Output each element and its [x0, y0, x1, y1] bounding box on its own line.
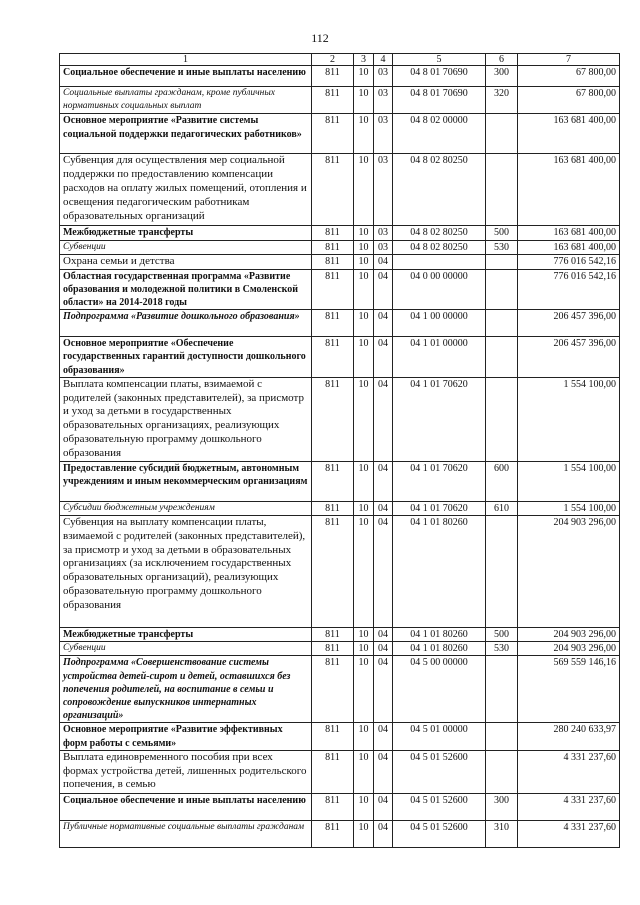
row-section-cell: 10 [354, 516, 374, 628]
table-row [60, 628, 620, 642]
row-subsection-cell: 04 [374, 254, 393, 269]
row-subsection-cell: 03 [374, 66, 393, 87]
table-row [60, 377, 620, 461]
row-subsection-cell: 03 [374, 240, 393, 254]
row-name-cell: Межбюджетные трансферты [60, 226, 312, 240]
row-expense-type-cell [486, 750, 518, 793]
row-expense-type-cell: 600 [486, 461, 518, 501]
row-name-cell: Субвенции [60, 240, 312, 254]
table-row [60, 226, 620, 240]
row-name-cell: Областная государственная программа «Развитие образования и молодежной политики в Смоленской области» на 2014-2018 годы [60, 269, 312, 310]
row-target-article-cell: 04 8 02 80250 [393, 154, 486, 226]
row-name-cell: Подпрограмма «Развитие дошкольного образования» [60, 310, 312, 337]
row-code-cell: 811 [312, 87, 354, 114]
row-subsection-cell: 04 [374, 793, 393, 820]
row-section-cell: 10 [354, 337, 374, 378]
row-target-article-cell: 04 0 00 00000 [393, 269, 486, 310]
row-section-cell: 10 [354, 114, 374, 154]
column-header: 7 [518, 54, 620, 66]
row-expense-type-cell: 500 [486, 628, 518, 642]
row-section-cell: 10 [354, 254, 374, 269]
row-code-cell: 811 [312, 461, 354, 501]
page-number: 112 [311, 31, 329, 45]
row-subsection-cell: 04 [374, 269, 393, 310]
row-target-article-cell: 04 1 01 80260 [393, 628, 486, 642]
row-section-cell: 10 [354, 269, 374, 310]
row-code-cell: 811 [312, 793, 354, 820]
row-amount-cell: 204 903 296,00 [518, 628, 620, 642]
table-body [60, 66, 620, 848]
row-subsection-cell: 04 [374, 642, 393, 656]
row-name-cell: Охрана семьи и детства [60, 254, 312, 269]
row-code-cell: 811 [312, 240, 354, 254]
row-target-article-cell [393, 254, 486, 269]
row-section-cell: 10 [354, 87, 374, 114]
row-expense-type-cell [486, 254, 518, 269]
row-target-article-cell: 04 8 01 70690 [393, 66, 486, 87]
row-name-cell: Социальные выплаты гражданам, кроме публичных нормативных социальных выплат [60, 87, 312, 114]
row-expense-type-cell: 530 [486, 642, 518, 656]
table-row [60, 820, 620, 847]
row-code-cell: 811 [312, 642, 354, 656]
row-section-cell: 10 [354, 377, 374, 461]
table-row [60, 254, 620, 269]
row-name-cell: Субвенция для осуществления мер социальной поддержки по предоставлению компенсации расходов на оплату жилых помещений, отопления и освещения педагогическим работникам образовательных организаций [60, 154, 312, 226]
row-amount-cell: 206 457 396,00 [518, 310, 620, 337]
column-header: 6 [486, 54, 518, 66]
table-row [60, 656, 620, 723]
row-section-cell: 10 [354, 723, 374, 750]
column-header: 5 [393, 54, 486, 66]
row-subsection-cell: 04 [374, 377, 393, 461]
row-amount-cell: 776 016 542,16 [518, 254, 620, 269]
row-code-cell: 811 [312, 66, 354, 87]
row-target-article-cell: 04 8 01 70690 [393, 87, 486, 114]
row-amount-cell: 206 457 396,00 [518, 337, 620, 378]
row-section-cell: 10 [354, 642, 374, 656]
row-amount-cell: 163 681 400,00 [518, 240, 620, 254]
row-target-article-cell: 04 5 00 00000 [393, 656, 486, 723]
row-target-article-cell: 04 1 01 70620 [393, 461, 486, 501]
row-name-cell: Субвенция на выплату компенсации платы, взимаемой с родителей (законных представителей), за присмотр и уход за детьми в образовательных организациях (за исключением государственных образовательных организаций), реализующих образовательную программу дошкольного образования [60, 516, 312, 628]
budget-table [59, 53, 620, 848]
row-amount-cell: 569 559 146,16 [518, 656, 620, 723]
row-section-cell: 10 [354, 501, 374, 515]
row-expense-type-cell [486, 310, 518, 337]
row-name-cell: Выплата компенсации платы, взимаемой с родителей (законных представителей), за присмотр и уход за детьми в государственных образовательных организациях, реализующих образовательную программу дошкольного образования [60, 377, 312, 461]
row-code-cell: 811 [312, 114, 354, 154]
row-name-cell: Предоставление субсидий бюджетным, автономным учреждениям и иным некоммерческим организациям [60, 461, 312, 501]
row-section-cell: 10 [354, 154, 374, 226]
row-code-cell: 811 [312, 750, 354, 793]
row-expense-type-cell [486, 656, 518, 723]
row-expense-type-cell [486, 516, 518, 628]
table-row [60, 66, 620, 87]
row-expense-type-cell: 300 [486, 793, 518, 820]
row-amount-cell: 1 554 100,00 [518, 377, 620, 461]
row-section-cell: 10 [354, 66, 374, 87]
table-row [60, 793, 620, 820]
row-amount-cell: 163 681 400,00 [518, 226, 620, 240]
row-code-cell: 811 [312, 226, 354, 240]
row-target-article-cell: 04 5 01 52600 [393, 750, 486, 793]
row-amount-cell: 280 240 633,97 [518, 723, 620, 750]
column-header: 3 [354, 54, 374, 66]
row-section-cell: 10 [354, 793, 374, 820]
row-subsection-cell: 03 [374, 226, 393, 240]
row-amount-cell: 1 554 100,00 [518, 461, 620, 501]
row-subsection-cell: 04 [374, 628, 393, 642]
row-code-cell: 811 [312, 820, 354, 847]
column-header: 2 [312, 54, 354, 66]
row-amount-cell: 4 331 237,60 [518, 793, 620, 820]
row-code-cell: 811 [312, 310, 354, 337]
row-code-cell: 811 [312, 723, 354, 750]
row-subsection-cell: 04 [374, 750, 393, 793]
row-section-cell: 10 [354, 240, 374, 254]
row-subsection-cell: 04 [374, 656, 393, 723]
row-target-article-cell: 04 5 01 52600 [393, 793, 486, 820]
row-name-cell: Подпрограмма «Совершенствование системы устройства детей-сирот и детей, оставшихся без попечения родителей, на воспитание в семьи и сопровождение выпускников интернатных организаций» [60, 656, 312, 723]
row-amount-cell: 204 903 296,00 [518, 642, 620, 656]
row-expense-type-cell [486, 114, 518, 154]
row-code-cell: 811 [312, 628, 354, 642]
row-amount-cell: 67 800,00 [518, 87, 620, 114]
row-name-cell: Социальное обеспечение и иные выплаты населению [60, 66, 312, 87]
table-row [60, 723, 620, 750]
row-expense-type-cell: 530 [486, 240, 518, 254]
row-section-cell: 10 [354, 461, 374, 501]
row-name-cell: Субсидии бюджетным учреждениям [60, 501, 312, 515]
row-section-cell: 10 [354, 628, 374, 642]
row-expense-type-cell [486, 337, 518, 378]
table-row [60, 501, 620, 515]
row-target-article-cell: 04 1 01 70620 [393, 501, 486, 515]
row-subsection-cell: 03 [374, 114, 393, 154]
table-row [60, 461, 620, 501]
table-header-row [60, 54, 620, 66]
row-amount-cell: 4 331 237,60 [518, 820, 620, 847]
table-row [60, 310, 620, 337]
row-subsection-cell: 04 [374, 820, 393, 847]
row-target-article-cell: 04 8 02 80250 [393, 226, 486, 240]
table-row [60, 337, 620, 378]
row-amount-cell: 1 554 100,00 [518, 501, 620, 515]
row-name-cell: Основное мероприятие «Развитие системы социальной поддержки педагогических работников» [60, 114, 312, 154]
row-section-cell: 10 [354, 226, 374, 240]
row-expense-type-cell [486, 723, 518, 750]
row-subsection-cell: 04 [374, 310, 393, 337]
column-header: 4 [374, 54, 393, 66]
row-subsection-cell: 04 [374, 337, 393, 378]
table-row [60, 750, 620, 793]
row-code-cell: 811 [312, 254, 354, 269]
row-name-cell: Социальное обеспечение и иные выплаты населению [60, 793, 312, 820]
table-row [60, 269, 620, 310]
row-subsection-cell: 04 [374, 516, 393, 628]
table-row [60, 87, 620, 114]
table-row [60, 114, 620, 154]
row-target-article-cell: 04 1 01 80260 [393, 642, 486, 656]
row-code-cell: 811 [312, 154, 354, 226]
row-section-cell: 10 [354, 820, 374, 847]
row-amount-cell: 204 903 296,00 [518, 516, 620, 628]
column-header: 1 [60, 54, 312, 66]
row-code-cell: 811 [312, 516, 354, 628]
row-amount-cell: 776 016 542,16 [518, 269, 620, 310]
row-subsection-cell: 03 [374, 87, 393, 114]
row-expense-type-cell: 300 [486, 66, 518, 87]
row-amount-cell: 163 681 400,00 [518, 154, 620, 226]
row-expense-type-cell: 610 [486, 501, 518, 515]
row-subsection-cell: 04 [374, 461, 393, 501]
row-target-article-cell: 04 8 02 00000 [393, 114, 486, 154]
row-name-cell: Межбюджетные трансферты [60, 628, 312, 642]
row-amount-cell: 163 681 400,00 [518, 114, 620, 154]
table-row [60, 154, 620, 226]
row-name-cell: Субвенции [60, 642, 312, 656]
row-target-article-cell: 04 1 01 00000 [393, 337, 486, 378]
row-expense-type-cell [486, 377, 518, 461]
row-target-article-cell: 04 8 02 80250 [393, 240, 486, 254]
row-subsection-cell: 03 [374, 154, 393, 226]
row-subsection-cell: 04 [374, 723, 393, 750]
row-name-cell: Выплата единовременного пособия при всех формах устройства детей, лишенных родительского попечения, в семью [60, 750, 312, 793]
row-expense-type-cell [486, 154, 518, 226]
row-name-cell: Основное мероприятие «Обеспечение государственных гарантий доступности дошкольного образования» [60, 337, 312, 378]
row-expense-type-cell [486, 269, 518, 310]
row-expense-type-cell: 500 [486, 226, 518, 240]
row-section-cell: 10 [354, 310, 374, 337]
row-code-cell: 811 [312, 501, 354, 515]
row-code-cell: 811 [312, 656, 354, 723]
row-code-cell: 811 [312, 269, 354, 310]
row-section-cell: 10 [354, 750, 374, 793]
row-name-cell: Публичные нормативные социальные выплаты гражданам [60, 820, 312, 847]
row-amount-cell: 67 800,00 [518, 66, 620, 87]
row-target-article-cell: 04 1 00 00000 [393, 310, 486, 337]
row-expense-type-cell: 310 [486, 820, 518, 847]
row-amount-cell: 4 331 237,60 [518, 750, 620, 793]
row-target-article-cell: 04 5 01 00000 [393, 723, 486, 750]
row-name-cell: Основное мероприятие «Развитие эффективных форм работы с семьями» [60, 723, 312, 750]
row-section-cell: 10 [354, 656, 374, 723]
row-code-cell: 811 [312, 337, 354, 378]
row-expense-type-cell: 320 [486, 87, 518, 114]
row-target-article-cell: 04 1 01 80260 [393, 516, 486, 628]
table-row [60, 642, 620, 656]
row-subsection-cell: 04 [374, 501, 393, 515]
table-row [60, 240, 620, 254]
row-target-article-cell: 04 5 01 52600 [393, 820, 486, 847]
row-target-article-cell: 04 1 01 70620 [393, 377, 486, 461]
row-code-cell: 811 [312, 377, 354, 461]
table-row [60, 516, 620, 628]
